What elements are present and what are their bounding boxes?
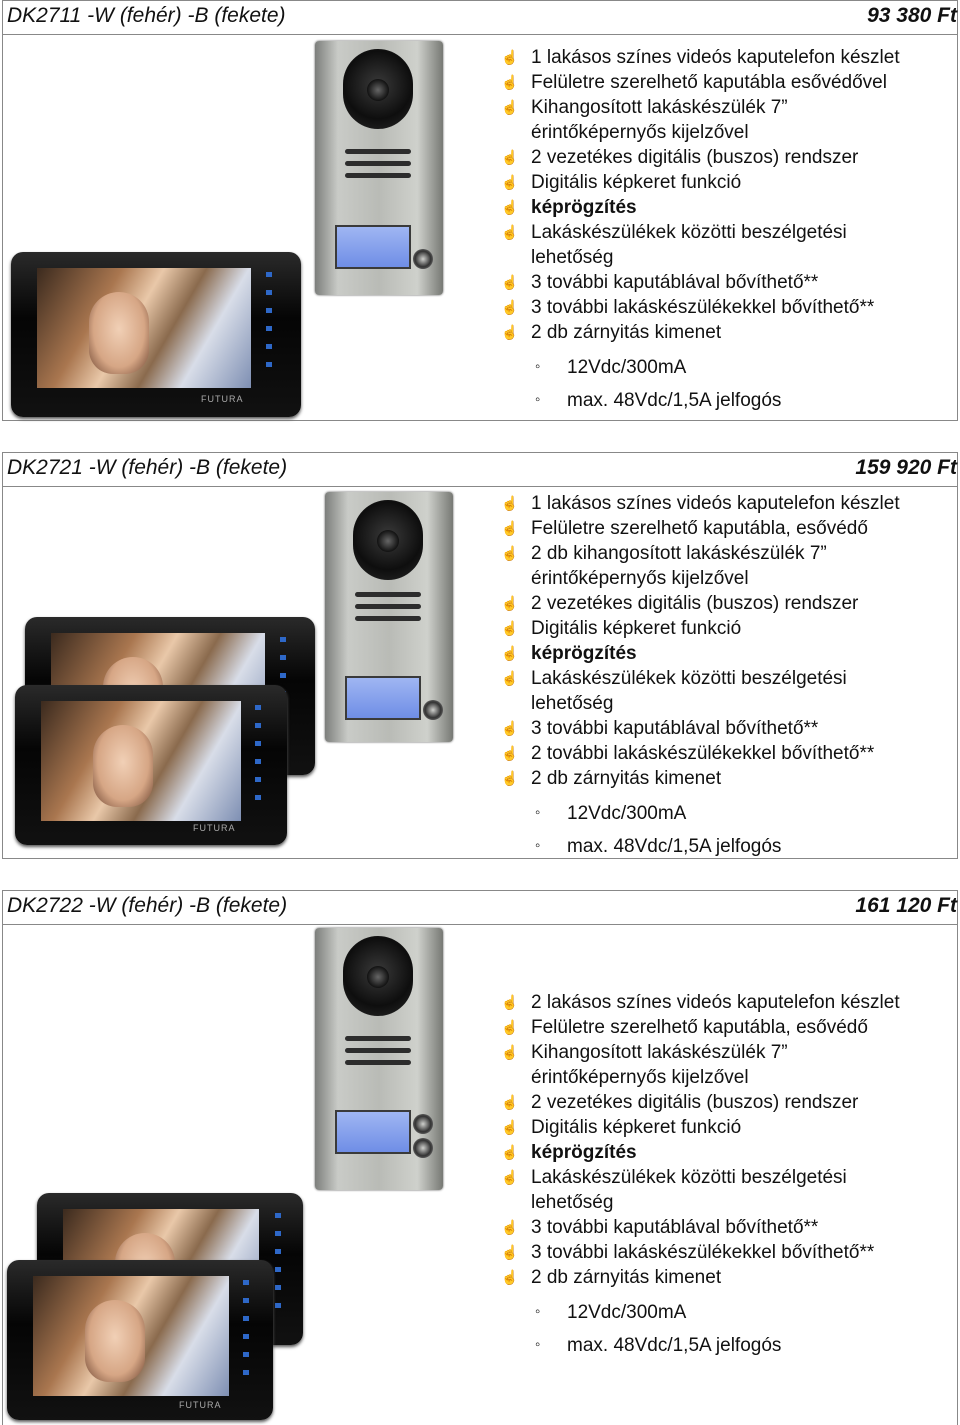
sub-feature-list	[499, 797, 900, 863]
feature-text: 2 db zárnyitás kimenet	[531, 768, 722, 789]
feature-item	[499, 541, 900, 566]
feature-text: 3 további kaputáblával bővíthető**	[531, 272, 819, 293]
sub-feature-text: max. 48Vdc/1,5A jelfogós	[567, 836, 782, 857]
sub-feature-item	[499, 384, 900, 417]
pointing-hand-icon: ☝	[501, 99, 519, 115]
sub-feature-text: 12Vdc/300mA	[567, 1302, 687, 1323]
feature-item	[499, 145, 900, 170]
pointing-hand-icon: ☝	[501, 620, 519, 636]
indoor-monitor-image	[7, 1260, 273, 1420]
pointing-hand-icon: ☝	[501, 545, 519, 561]
name-label	[345, 676, 421, 720]
sub-feature-text: 12Vdc/300mA	[567, 357, 687, 378]
product-header	[3, 453, 957, 487]
pointing-hand-icon: ☝	[501, 274, 519, 290]
call-button-icon	[413, 1138, 433, 1158]
pointing-hand-icon: ☝	[501, 745, 519, 761]
small-circle-icon: ◦	[535, 1303, 541, 1320]
feature-text: 2 lakásos színes videós kaputelefon készlet	[531, 992, 900, 1013]
pointing-hand-icon: ☝	[501, 199, 519, 215]
feature-text: 2 további lakáskészülékekkel bővíthető**	[531, 743, 875, 764]
pointing-hand-icon: ☝	[501, 595, 519, 611]
feature-text: képrögzítés	[531, 197, 637, 218]
pointing-hand-icon: ☝	[501, 994, 519, 1010]
pointing-hand-icon: ☝	[501, 1269, 519, 1285]
pointing-hand-icon: ☝	[501, 520, 519, 536]
name-label	[335, 1110, 411, 1154]
face-photo	[85, 1300, 145, 1382]
feature-item	[499, 1215, 900, 1240]
call-button-icon	[413, 1114, 433, 1134]
feature-item	[499, 691, 900, 716]
product-name: DK2722 -W (fehér) -B (fekete)	[7, 894, 288, 917]
small-circle-icon: ◦	[535, 1336, 541, 1353]
feature-text: Felületre szerelhető kaputábla esővédővel	[531, 72, 887, 93]
product-name: DK2711 -W (fehér) -B (fekete)	[7, 4, 286, 27]
sub-feature-item	[499, 830, 900, 863]
feature-list	[499, 491, 900, 863]
product-card-dk2711	[2, 0, 958, 421]
feature-item	[499, 295, 900, 320]
pointing-hand-icon: ☝	[501, 670, 519, 686]
pointing-hand-icon: ☝	[501, 324, 519, 340]
small-circle-icon: ◦	[535, 837, 541, 854]
feature-item	[499, 491, 900, 516]
product-header	[3, 1, 957, 35]
call-button-icon	[413, 249, 433, 269]
face-photo	[93, 725, 153, 807]
feature-item	[499, 270, 900, 295]
pointing-hand-icon: ☝	[501, 49, 519, 65]
feature-item	[499, 641, 900, 666]
pointing-hand-icon: ☝	[501, 645, 519, 661]
feature-text: lehetőség	[531, 247, 614, 268]
sub-feature-item	[499, 1329, 900, 1362]
feature-item	[499, 1190, 900, 1215]
feature-item	[499, 220, 900, 245]
feature-text: Lakáskészülékek közötti beszélgetési	[531, 668, 847, 689]
feature-item	[499, 1090, 900, 1115]
feature-item	[499, 70, 900, 95]
pointing-hand-icon: ☝	[501, 1094, 519, 1110]
pointing-hand-icon: ☝	[501, 174, 519, 190]
feature-text: Digitális képkeret funkció	[531, 618, 742, 639]
door-panel-image	[325, 492, 453, 742]
monitor-brand: FUTURA	[201, 394, 244, 404]
small-circle-icon: ◦	[535, 804, 541, 821]
feature-text: 2 db kihangosított lakáskészülék 7”	[531, 543, 827, 564]
feature-text: lehetőség	[531, 693, 614, 714]
feature-text: érintőképernyős kijelzővel	[531, 1067, 749, 1088]
feature-item	[499, 320, 900, 345]
feature-text: lehetőség	[531, 1192, 614, 1213]
feature-item	[499, 1040, 900, 1065]
feature-item	[499, 666, 900, 691]
door-panel-image	[315, 41, 443, 295]
feature-item	[499, 566, 900, 591]
door-panel-image	[315, 928, 443, 1190]
sub-feature-item	[499, 351, 900, 384]
camera-icon	[343, 49, 413, 129]
product-card-dk2721	[2, 452, 958, 859]
feature-item	[499, 741, 900, 766]
feature-text: 2 vezetékes digitális (buszos) rendszer	[531, 147, 859, 168]
product-card-dk2722	[2, 890, 958, 1425]
pointing-hand-icon: ☝	[501, 74, 519, 90]
feature-text: 2 vezetékes digitális (buszos) rendszer	[531, 1092, 859, 1113]
small-circle-icon: ◦	[535, 358, 541, 375]
feature-text: képrögzítés	[531, 643, 637, 664]
product-header	[3, 891, 957, 925]
feature-item	[499, 170, 900, 195]
feature-text: Lakáskészülékek közötti beszélgetési	[531, 222, 847, 243]
sub-feature-text: max. 48Vdc/1,5A jelfogós	[567, 1335, 782, 1356]
sub-feature-item	[499, 1296, 900, 1329]
feature-text: Lakáskészülékek közötti beszélgetési	[531, 1167, 847, 1188]
feature-text: Digitális képkeret funkció	[531, 1117, 742, 1138]
feature-item	[499, 1265, 900, 1290]
feature-text: 3 további kaputáblával bővíthető**	[531, 1217, 819, 1238]
pointing-hand-icon: ☝	[501, 1169, 519, 1185]
small-circle-icon: ◦	[535, 391, 541, 408]
sub-feature-list	[499, 1296, 900, 1362]
call-button-icon	[423, 700, 443, 720]
feature-item	[499, 990, 900, 1015]
pointing-hand-icon: ☝	[501, 1044, 519, 1060]
sub-feature-text: max. 48Vdc/1,5A jelfogós	[567, 390, 782, 411]
sub-feature-text: 12Vdc/300mA	[567, 803, 687, 824]
product-price: 159 920 Ft	[855, 456, 957, 479]
feature-text: 1 lakásos színes videós kaputelefon készlet	[531, 493, 900, 514]
feature-text: 2 db zárnyitás kimenet	[531, 322, 722, 343]
pointing-hand-icon: ☝	[501, 1119, 519, 1135]
product-price: 161 120 Ft	[855, 894, 957, 917]
sub-feature-item	[499, 797, 900, 830]
feature-item	[499, 1240, 900, 1265]
feature-text: 3 további lakáskészülékekkel bővíthető**	[531, 1242, 875, 1263]
camera-icon	[353, 500, 423, 580]
face-photo	[89, 292, 149, 374]
feature-item	[499, 1015, 900, 1040]
feature-text: képrögzítés	[531, 1142, 637, 1163]
feature-item	[499, 1065, 900, 1090]
pointing-hand-icon: ☝	[501, 1144, 519, 1160]
pointing-hand-icon: ☝	[501, 1019, 519, 1035]
pointing-hand-icon: ☝	[501, 224, 519, 240]
camera-icon	[343, 936, 413, 1016]
pointing-hand-icon: ☝	[501, 149, 519, 165]
feature-item	[499, 766, 900, 791]
feature-item	[499, 45, 900, 70]
pointing-hand-icon: ☝	[501, 1244, 519, 1260]
feature-item	[499, 95, 900, 120]
feature-text: Digitális képkeret funkció	[531, 172, 742, 193]
product-name: DK2721 -W (fehér) -B (fekete)	[7, 456, 288, 479]
sub-feature-list	[499, 351, 900, 417]
monitor-brand: FUTURA	[193, 823, 236, 833]
feature-item	[499, 616, 900, 641]
name-label	[335, 225, 411, 269]
feature-text: 2 db zárnyitás kimenet	[531, 1267, 722, 1288]
indoor-monitor-image	[11, 252, 301, 417]
pointing-hand-icon: ☝	[501, 299, 519, 315]
monitor-brand: FUTURA	[179, 1400, 222, 1410]
feature-text: érintőképernyős kijelzővel	[531, 568, 749, 589]
pointing-hand-icon: ☝	[501, 495, 519, 511]
feature-text: 3 további lakáskészülékekkel bővíthető**	[531, 297, 875, 318]
feature-item	[499, 1165, 900, 1190]
feature-text: érintőképernyős kijelzővel	[531, 122, 749, 143]
feature-text: Felületre szerelhető kaputábla, esővédő	[531, 518, 868, 539]
feature-text: Felületre szerelhető kaputábla, esővédő	[531, 1017, 868, 1038]
feature-item	[499, 120, 900, 145]
pointing-hand-icon: ☝	[501, 720, 519, 736]
feature-item	[499, 716, 900, 741]
feature-item	[499, 1115, 900, 1140]
product-price: 93 380 Ft	[867, 4, 957, 27]
feature-text: 3 további kaputáblával bővíthető**	[531, 718, 819, 739]
feature-text: Kihangosított lakáskészülék 7”	[531, 1042, 788, 1063]
pointing-hand-icon: ☝	[501, 1219, 519, 1235]
feature-text: 1 lakásos színes videós kaputelefon készlet	[531, 47, 900, 68]
feature-text: Kihangosított lakáskészülék 7”	[531, 97, 788, 118]
feature-text: 2 vezetékes digitális (buszos) rendszer	[531, 593, 859, 614]
feature-list	[499, 990, 900, 1362]
feature-item	[499, 516, 900, 541]
feature-item	[499, 1140, 900, 1165]
indoor-monitor-image	[15, 685, 287, 845]
feature-item	[499, 591, 900, 616]
feature-list	[499, 45, 900, 417]
pointing-hand-icon: ☝	[501, 770, 519, 786]
feature-item	[499, 245, 900, 270]
feature-item	[499, 195, 900, 220]
